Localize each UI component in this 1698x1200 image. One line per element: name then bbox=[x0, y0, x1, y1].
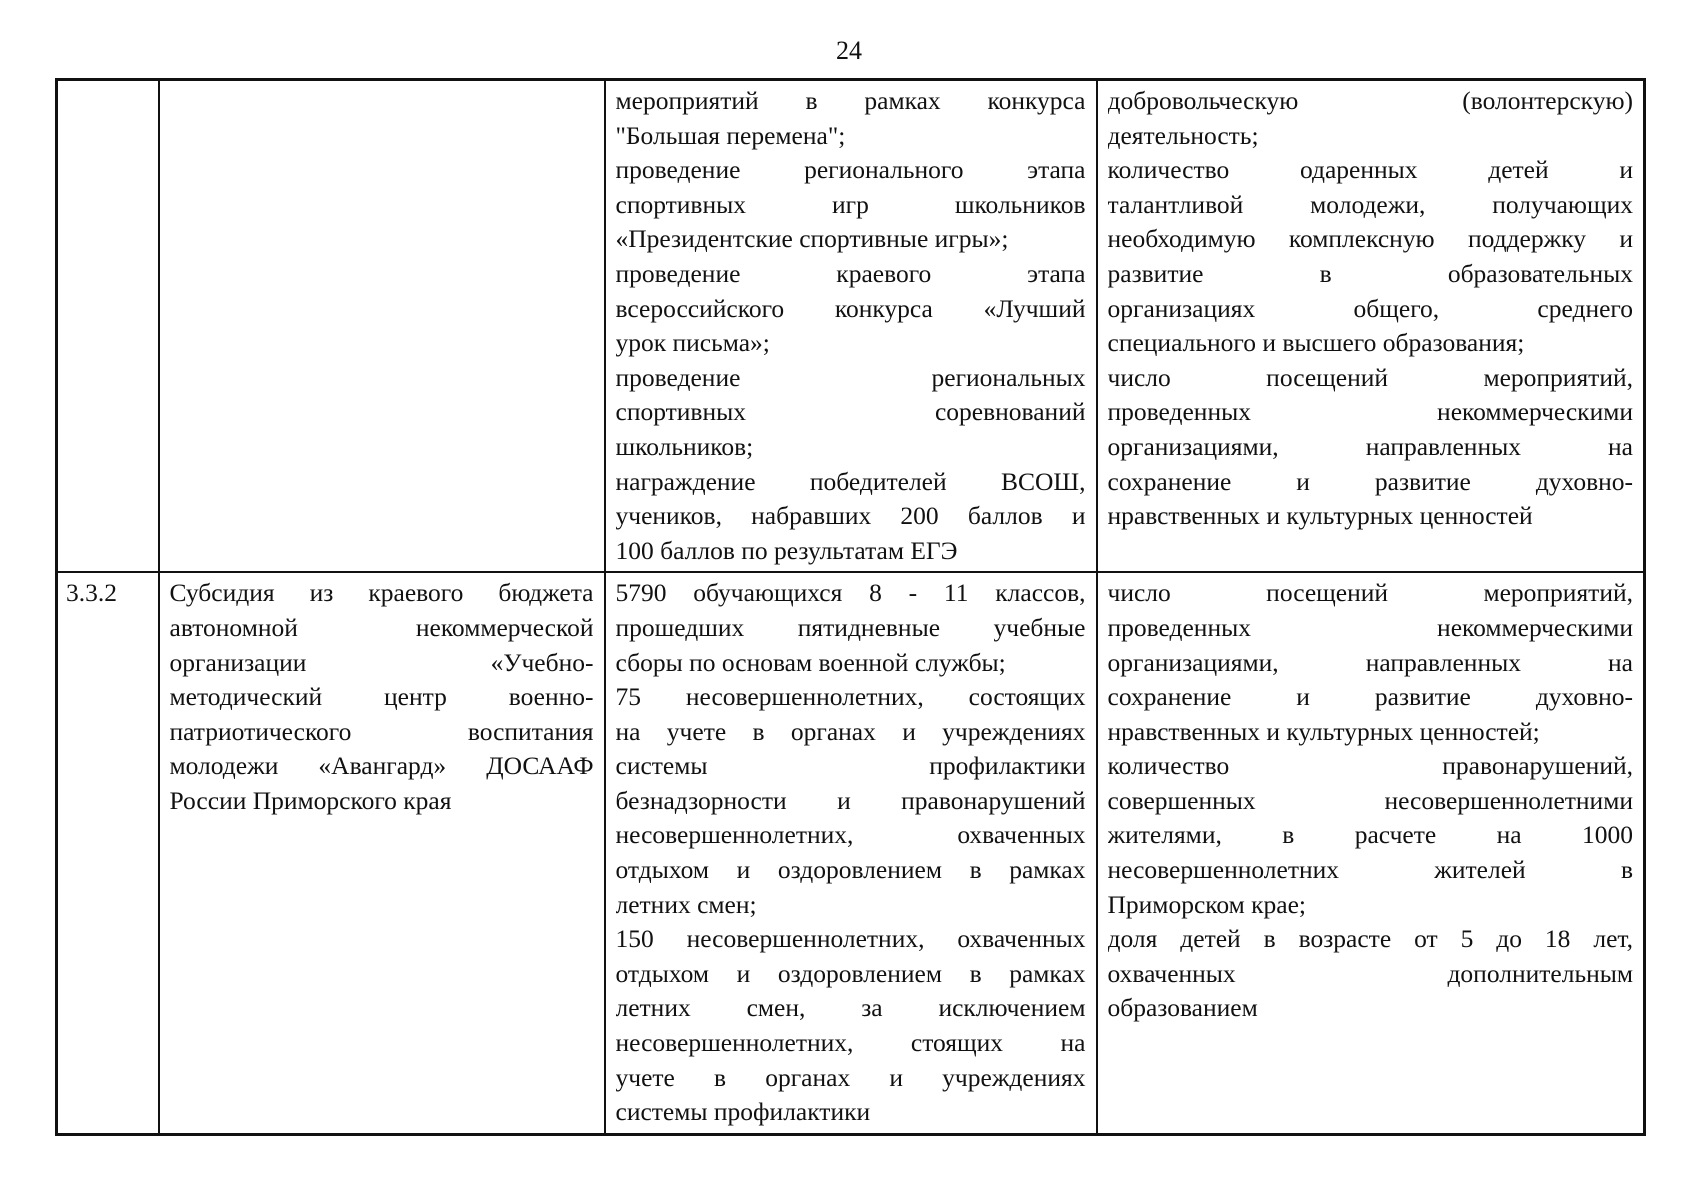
text-line: методический центр военно- bbox=[169, 682, 594, 712]
text-line: спортивных соревнований bbox=[615, 397, 1086, 427]
cell-indicators bbox=[1097, 80, 1645, 573]
text-line: 75 несовершеннолетних, состоящих bbox=[615, 682, 1086, 712]
cell-paragraph bbox=[1108, 153, 1634, 361]
text-line: урок письма»; bbox=[615, 328, 770, 358]
text-line: России Приморского края bbox=[169, 785, 452, 815]
text-line: организациями, направленных на bbox=[1107, 431, 1633, 461]
text-line: 100 баллов по результатам ЕГЭ bbox=[615, 535, 958, 565]
cell-paragraph bbox=[1108, 84, 1634, 153]
cell-activities bbox=[605, 80, 1097, 573]
text-line: Субсидия из краевого бюджета bbox=[169, 578, 594, 608]
cell-number bbox=[57, 80, 159, 573]
text-line: необходимую комплексную поддержку и bbox=[1107, 224, 1633, 254]
page-number: 24 bbox=[836, 36, 862, 65]
text-line: 5790 обучающихся 8 - 11 классов, bbox=[615, 578, 1086, 608]
text-line: число посещений мероприятий, bbox=[1107, 578, 1633, 608]
text-line: автономной некоммерческой bbox=[169, 612, 594, 642]
text-line: летних смен, за исключением bbox=[615, 993, 1086, 1023]
cell-paragraph bbox=[616, 465, 1086, 569]
text-line: Приморском крае; bbox=[1107, 889, 1306, 919]
text-line: сохранение и развитие духовно- bbox=[1107, 682, 1633, 712]
document-table bbox=[55, 78, 1646, 1136]
text-line: отдыхом и оздоровлением в рамках bbox=[615, 855, 1086, 885]
cell-name bbox=[159, 80, 605, 573]
text-line: молодежи «Авангард» ДОСААФ bbox=[169, 751, 594, 781]
text-line: проведенных некоммерческими bbox=[1107, 612, 1633, 642]
text-line: число посещений мероприятий, bbox=[1107, 362, 1633, 392]
text-line: доля детей в возрасте от 5 до 18 лет, bbox=[1107, 924, 1633, 954]
text-line: совершенных несовершеннолетними bbox=[1107, 785, 1633, 815]
text-line: несовершеннолетних, стоящих на bbox=[615, 1028, 1086, 1058]
text-line: 150 несовершеннолетних, охваченных bbox=[615, 924, 1086, 954]
cell-paragraph bbox=[1108, 361, 1634, 534]
text-line: несовершеннолетних, охваченных bbox=[615, 820, 1086, 850]
text-line: «Президентские спортивные игры»; bbox=[615, 224, 1009, 254]
cell-paragraph bbox=[1108, 922, 1634, 1026]
text-line: нравственных и культурных ценностей bbox=[1107, 501, 1533, 531]
text-line: спортивных игр школьников bbox=[615, 189, 1086, 219]
text-line: летних смен; bbox=[615, 889, 757, 919]
text-line: проведение краевого этапа bbox=[615, 258, 1086, 288]
text-line: мероприятий в рамках конкурса bbox=[615, 86, 1086, 115]
cell-paragraph bbox=[616, 922, 1086, 1130]
text-line: несовершеннолетних жителей в bbox=[1107, 855, 1633, 885]
text-line: прошедших пятидневные учебные bbox=[615, 612, 1086, 642]
text-line: нравственных и культурных ценностей; bbox=[1107, 716, 1540, 746]
text-line: безнадзорности и правонарушений bbox=[615, 785, 1086, 815]
text-line: развитие в образовательных bbox=[1107, 258, 1633, 288]
cell-paragraph bbox=[1108, 749, 1634, 922]
cell-number: 3.3.2 bbox=[57, 572, 159, 1134]
text-line: отдыхом и оздоровлением в рамках bbox=[615, 958, 1086, 988]
text-line: специального и высшего образования; bbox=[1107, 328, 1525, 358]
text-line: количество одаренных детей и bbox=[1107, 155, 1633, 185]
text-line: образованием bbox=[1107, 993, 1258, 1023]
text-line: добровольческую (волонтерскую) bbox=[1107, 86, 1633, 115]
text-line: деятельность; bbox=[1107, 120, 1259, 150]
table-row bbox=[57, 572, 1645, 1134]
text-line: системы профилактики bbox=[615, 751, 1086, 781]
cell-paragraph bbox=[1108, 576, 1634, 749]
text-line: организациями, направленных на bbox=[1107, 647, 1633, 677]
text-line: системы профилактики bbox=[615, 1097, 871, 1127]
cell-paragraph bbox=[616, 84, 1086, 153]
text-line: "Большая перемена"; bbox=[615, 120, 846, 150]
text-line: организациях общего, среднего bbox=[1107, 293, 1633, 323]
cell-paragraph bbox=[616, 153, 1086, 257]
cell-name bbox=[159, 572, 605, 1134]
text-line: сборы по основам военной службы; bbox=[615, 647, 1006, 677]
table-row bbox=[57, 80, 1645, 573]
cell-indicators bbox=[1097, 572, 1645, 1134]
text-line: организации «Учебно- bbox=[169, 647, 594, 677]
cell-paragraph bbox=[616, 257, 1086, 361]
text-line: талантливой молодежи, получающих bbox=[1107, 189, 1633, 219]
text-line: награждение победителей ВСОШ, bbox=[615, 466, 1086, 496]
cell-paragraph bbox=[616, 680, 1086, 922]
cell-paragraph bbox=[616, 361, 1086, 465]
text-line: проведение регионального этапа bbox=[615, 155, 1086, 185]
text-line: охваченных дополнительным bbox=[1107, 958, 1633, 988]
text-line: на учете в органах и учреждениях bbox=[615, 716, 1086, 746]
text-line: проведение региональных bbox=[615, 362, 1086, 392]
text-line: учете в органах и учреждениях bbox=[615, 1062, 1086, 1092]
text-line: проведенных некоммерческими bbox=[1107, 397, 1633, 427]
text-line: всероссийского конкурса «Лучший bbox=[615, 293, 1086, 323]
text-line: количество правонарушений, bbox=[1107, 751, 1633, 781]
text-line: патриотического воспитания bbox=[169, 716, 594, 746]
text-line: учеников, набравших 200 баллов и bbox=[615, 501, 1086, 531]
text-line: жителями, в расчете на 1000 bbox=[1107, 820, 1633, 850]
cell-paragraph bbox=[170, 576, 594, 818]
cell-paragraph bbox=[616, 576, 1086, 680]
cell-activities bbox=[605, 572, 1097, 1134]
text-line: сохранение и развитие духовно- bbox=[1107, 466, 1633, 496]
text-line: школьников; bbox=[615, 431, 754, 461]
